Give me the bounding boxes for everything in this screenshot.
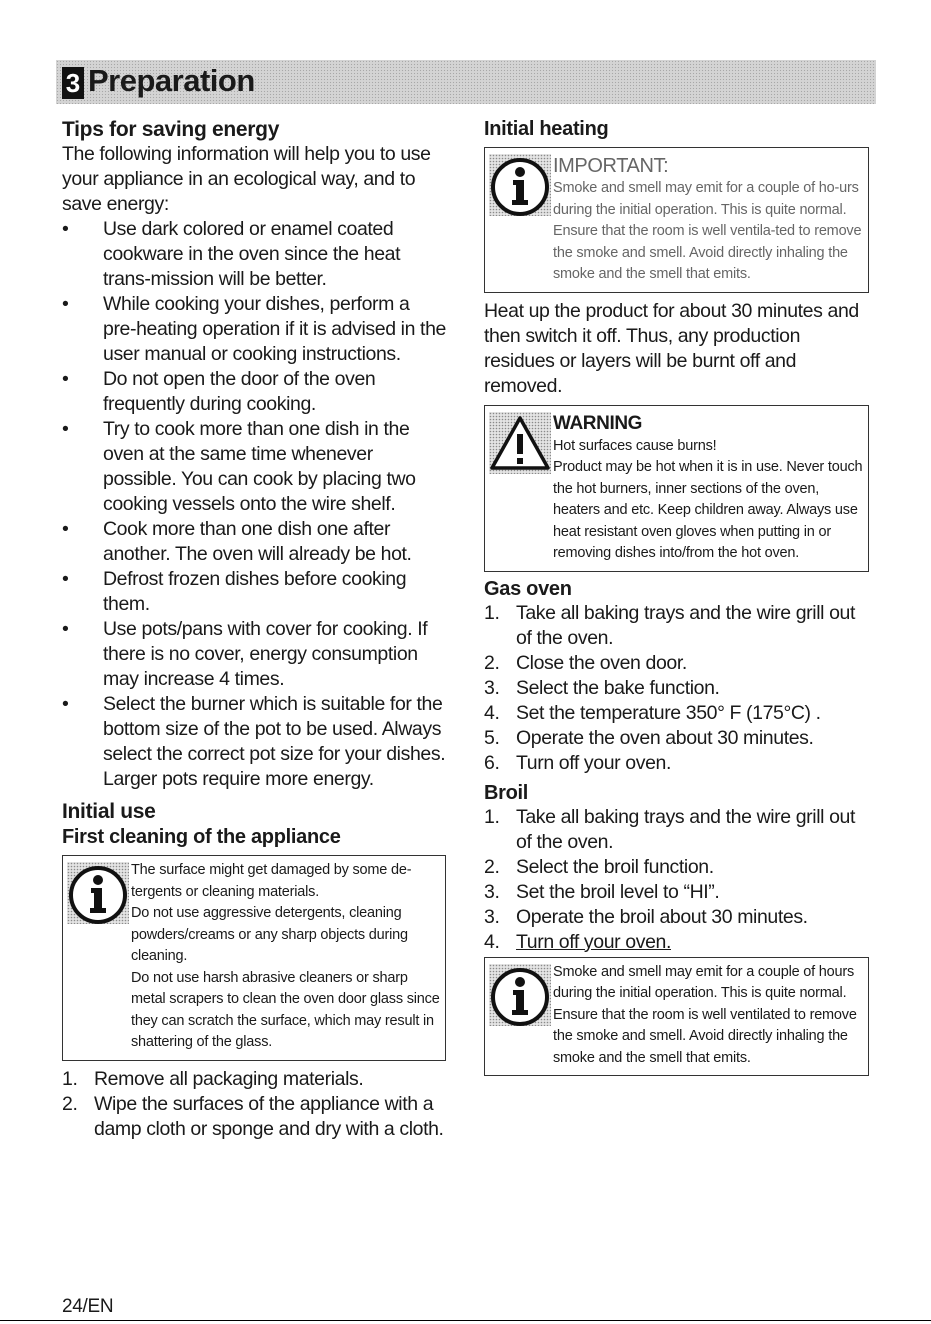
step-number: 2. [62, 1092, 78, 1115]
step-text: Select the broil function. [516, 855, 714, 878]
important-text: Smoke and smell may emit for a couple of ho-urs during the initial operation. This is quite normal. Ensure that the room is well ventila-ted to remove the smoke and smell. Avoid directly inhaling the smoke and the smell that emits. [553, 180, 862, 282]
list-item: • Use pots/pans with cover for cooking. If there is no cover, energy consumption may increase 4 times. [62, 617, 446, 692]
first-cleaning-heading: First cleaning of the appliance [62, 826, 341, 848]
list-item: • Do not open the door of the oven frequently during cooking. [62, 367, 446, 417]
broil-heading: Broil [484, 781, 529, 804]
step-number: 5. [484, 726, 500, 749]
step-text: Turn off your oven. [516, 751, 671, 774]
cleaning-note-line: Do not use harsh abrasive cleaners or sharp metal scrapers to clean the oven door glass since they can scratch the surface, which may result in shattering of the glass. [131, 969, 440, 1050]
section-banner [56, 60, 876, 104]
step-text: Set the temperature 350° F (175°C) . [516, 701, 821, 724]
step-number: 1. [62, 1067, 78, 1090]
broil-note-box [484, 957, 869, 1077]
warning-line: Product may be hot when it is in use. Never touch the hot burners, inner sections of the oven, heaters and etc. Keep children away. Always use heat resistant oven gloves when putting in or removing dishes into/from the hot oven. [553, 459, 863, 561]
list-item: • Cook more than one dish one after another. The oven will already be hot. [62, 517, 446, 567]
heat-text: Heat up the product for about 30 minutes and then switch it off. Thus, any production residues or layers will be burnt off and removed. [484, 299, 859, 397]
warning-title: WARNING [553, 412, 643, 434]
step-number: 3. [484, 905, 500, 928]
initial-heating-heading: Initial heating [484, 118, 609, 140]
cleaning-note-line: The surface might get damaged by some de-tergents or cleaning materials. [131, 862, 412, 900]
list-item [484, 905, 869, 930]
list-item [484, 651, 869, 676]
info-icon [67, 862, 129, 924]
step-text: Turn off your oven. [516, 930, 671, 953]
list-item: • Try to cook more than one dish in the oven at the same time whenever possible. You can cook by placing two cooking vessels onto the wire shelf. [62, 417, 446, 517]
initial-use-heading: Initial use [62, 800, 156, 823]
step-number: 3. [484, 880, 500, 903]
tips-heading: Tips for saving energy [62, 118, 280, 141]
cleaning-note-box [62, 855, 446, 1061]
step-text: Take all baking trays and the wire grill out of the oven. [516, 601, 855, 649]
list-item [484, 701, 869, 726]
bottom-rule [0, 1320, 931, 1321]
list-item [484, 880, 869, 905]
warning-box [484, 405, 869, 572]
step-number: 2. [484, 651, 500, 674]
tips-list [62, 217, 446, 792]
list-item [484, 601, 869, 651]
list-item [484, 930, 869, 955]
list-item [484, 855, 869, 880]
list-item: • While cooking your dishes, perform a pre-heating operation if it is advised in the user manual or cooking instructions. [62, 292, 446, 367]
step-number: 4. [484, 930, 500, 953]
step-text: Set the broil level to “HI”. [516, 880, 720, 903]
step-number: 1. [484, 805, 500, 828]
section-number: 3 [62, 67, 84, 99]
step-text: Operate the oven about 30 minutes. [516, 726, 814, 749]
list-item: • Defrost frozen dishes before cooking them. [62, 567, 446, 617]
cleaning-steps [62, 1067, 446, 1142]
left-column [62, 118, 446, 1142]
step-text: Operate the broil about 30 minutes. [516, 905, 808, 928]
step-text: Remove all packaging materials. [94, 1067, 364, 1090]
step-text: Take all baking trays and the wire grill out of the oven. [516, 805, 855, 853]
broil-steps [484, 805, 869, 955]
info-icon [489, 154, 551, 216]
list-item [484, 805, 869, 855]
step-text: Select the bake function. [516, 676, 720, 699]
list-item [62, 1092, 446, 1142]
cleaning-note-line: Do not use aggressive detergents, cleaning powders/creams or any sharp objects during cleaning. [131, 905, 408, 964]
step-number: 6. [484, 751, 500, 774]
right-column [484, 118, 869, 1082]
list-item [484, 676, 869, 701]
step-number: 1. [484, 601, 500, 624]
step-number: 4. [484, 701, 500, 724]
broil-note-text: Smoke and smell may emit for a couple of hours during the initial operation. This is quite normal. Ensure that the room is well ventilated to remove the smoke and smell. Avoid directly inhaling the smoke and the smell that emits. [553, 963, 857, 1066]
gas-oven-heading: Gas oven [484, 577, 572, 600]
warning-line: Hot surfaces cause burns! [553, 437, 717, 454]
list-item: • Use dark colored or enamel coated cookware in the oven since the heat trans-mission will be better. [62, 217, 446, 292]
list-item [62, 1067, 446, 1092]
section-title: Preparation [88, 63, 255, 98]
important-title: IMPORTANT: [553, 155, 669, 177]
important-box [484, 147, 869, 293]
step-text: Wipe the surfaces of the appliance with a damp cloth or sponge and dry with a cloth. [94, 1092, 444, 1140]
step-number: 2. [484, 855, 500, 878]
tips-intro: The following information will help you to use your appliance in an ecological way, and to save energy: [62, 143, 431, 215]
page-number: 24/EN [62, 1296, 114, 1317]
list-item: • Select the burner which is suitable for the bottom size of the pot to be used. Always select the correct pot size for your dishes. Larger pots require more energy. [62, 692, 446, 792]
gas-steps [484, 601, 869, 776]
step-number: 3. [484, 676, 500, 699]
warning-icon [489, 412, 551, 474]
info-icon [489, 964, 551, 1026]
step-text: Close the oven door. [516, 651, 687, 674]
list-item [484, 751, 869, 776]
list-item [484, 726, 869, 751]
